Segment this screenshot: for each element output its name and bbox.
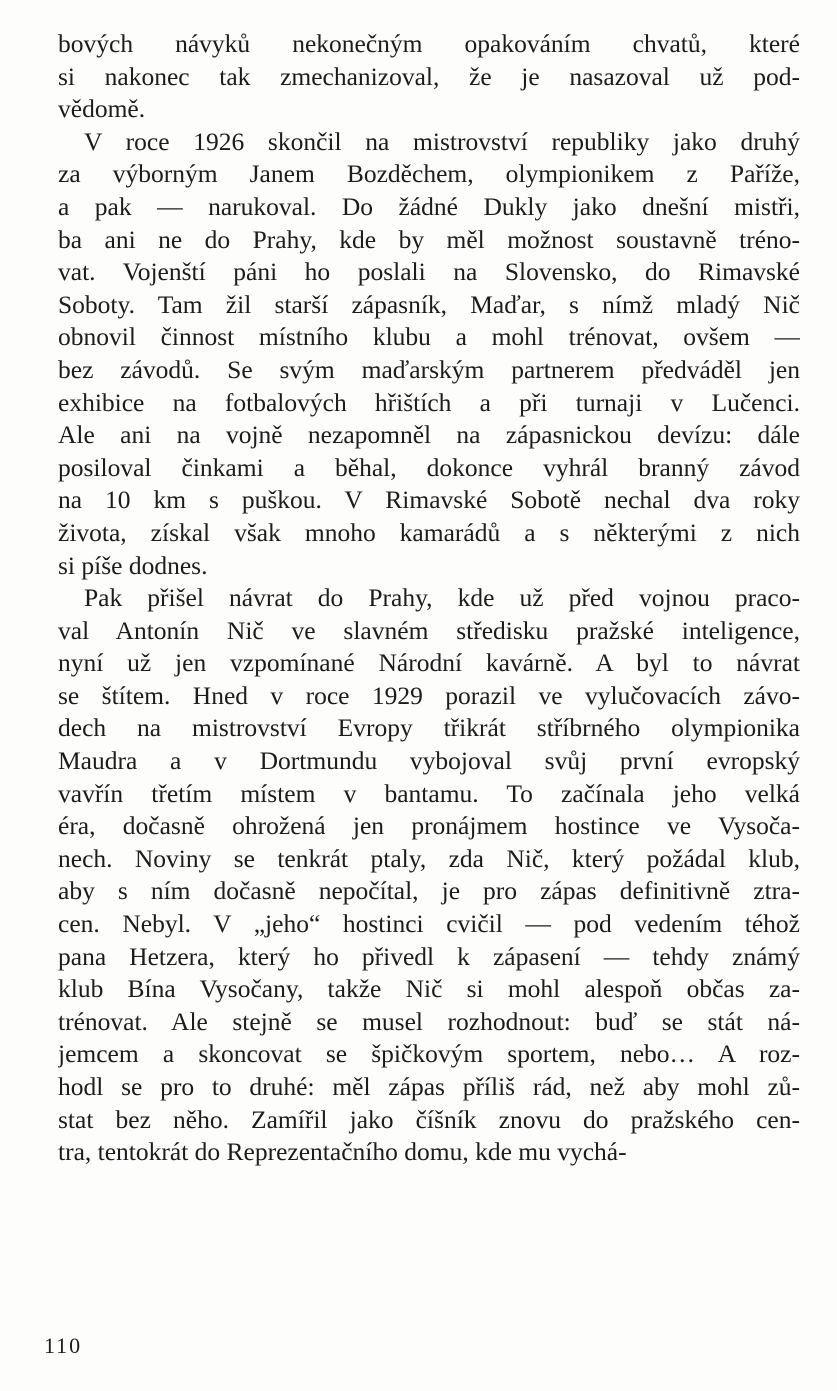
text-line: trénovat. Ale stejně se musel rozhodnout: buď se stát ná-: [58, 1006, 800, 1036]
text-line: Soboty. Tam žil starší zápasník, Maďar, s nímž mladý Nič: [58, 289, 800, 319]
text-line: Maudra a v Dortmundu vybojoval svůj první evropský: [58, 746, 800, 776]
text-line: klub Bína Vysočany, takže Nič si mohl alespoň občas za-: [58, 974, 800, 1004]
text-line: dech na mistrovství Evropy třikrát stříbrného olympionika: [58, 713, 800, 743]
text-line: a pak — narukoval. Do žádné Dukly jako dnešní mistři,: [58, 191, 800, 221]
text-line: vědomě.: [58, 94, 146, 124]
text-line: val Antonín Nič ve slavném středisku pražské inteligence,: [58, 615, 800, 645]
text-line: V roce 1926 skončil na mistrovství republiky jako druhý: [84, 126, 800, 156]
body-text: [58, 28, 800, 1169]
text-line: si píše dodnes.: [58, 550, 208, 580]
text-line: obnovil činnost místního klubu a mohl trénovat, ovšem —: [58, 322, 800, 352]
text-line: Ale ani na vojně nezapomněl na zápasnickou devízu: dále: [58, 420, 800, 450]
text-line: bových návyků nekonečným opakováním chvatů, které: [58, 29, 800, 58]
text-line: se štítem. Hned v roce 1929 porazil ve vylučovacích závo-: [58, 680, 800, 710]
text-line: na 10 km s puškou. V Rimavské Sobotě nechal dva roky: [58, 485, 800, 515]
text-line: tra, tentokrát do Reprezentačního domu, kde mu vychá-: [58, 1137, 627, 1167]
text-line: hodl se pro to druhé: měl zápas příliš rád, než aby mohl zů-: [58, 1072, 800, 1101]
text-line: pana Hetzera, který ho přivedl k zápasení — tehdy známý: [58, 941, 800, 971]
text-line: exhibice na fotbalových hřištích a při turnaji v Lučenci.: [58, 387, 800, 417]
page-number: 110: [44, 1333, 83, 1358]
text-line: života, získal však mnoho kamarádů a s některými z nich: [58, 517, 800, 547]
text-line: nech. Noviny se tenkrát ptaly, zda Nič, který požádal klub,: [58, 843, 800, 873]
text-line: vat. Vojenští páni ho poslali na Slovensko, do Rimavské: [58, 257, 800, 287]
text-line: aby s ním dočasně nepočítal, je pro zápas definitivně ztra-: [58, 876, 800, 906]
text-line: posiloval činkami a běhal, dokonce vyhrál branný závod: [58, 452, 800, 482]
text-line: ba ani ne do Prahy, kde by měl možnost soustavně tréno-: [58, 224, 800, 254]
text-line: si nakonec tak zmechanizoval, že je nasazoval už pod-: [58, 61, 800, 91]
text-line: jemcem a skoncovat se špičkovým sportem, nebo… A roz-: [58, 1039, 800, 1069]
text-line: stat bez něho. Zamířil jako číšník znovu do pražského cen-: [58, 1104, 800, 1134]
text-line: cen. Nebyl. V „jeho“ hostinci cvičil — pod vedením téhož: [58, 909, 800, 939]
text-line: nyní už jen vzpomínané Národní kavárně. A byl to návrat: [58, 648, 800, 678]
text-line: éra, dočasně ohrožená jen pronájmem hostince ve Vysoča-: [58, 811, 800, 841]
paragraph: [58, 28, 800, 126]
text-line: bez závodů. Se svým maďarským partnerem předváděl jen: [58, 354, 800, 384]
text-line: Pak přišel návrat do Prahy, kde už před vojnou praco-: [84, 583, 800, 613]
paragraph: [58, 126, 800, 582]
text-line: vavřín třetím místem v bantamu. To začínala jeho velká: [58, 778, 800, 808]
paragraph: [58, 582, 800, 1169]
text-line: za výborným Janem Bozděchem, olympionikem z Paříže,: [58, 159, 800, 189]
